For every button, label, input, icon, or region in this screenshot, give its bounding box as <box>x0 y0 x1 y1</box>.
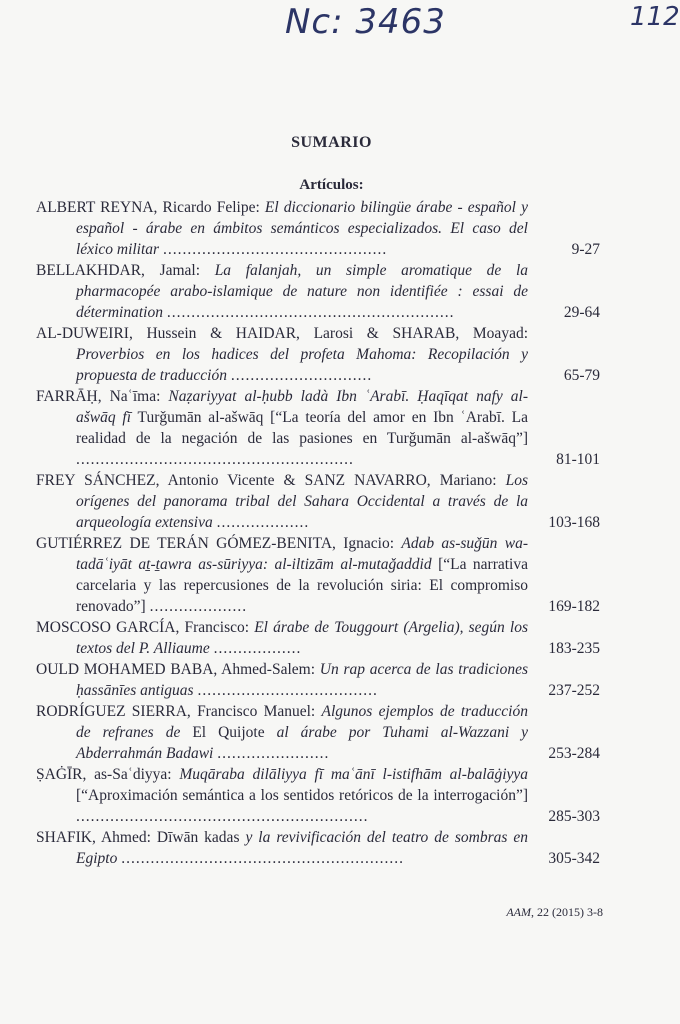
entry-title: Muqāraba dilāliyya fī maʿānī l-istifhām al-balāġiyya <box>179 766 529 783</box>
entry-pages: 9-27 <box>571 241 600 258</box>
entry-author: RODRÍGUEZ SIERRA, Francisco Manuel: <box>36 703 316 720</box>
toc-entry: ALBERT REYNA, Ricardo Felipe: El diccionario bilingüe árabe - español y español - árabe en ámbitos semánticos especializados. El caso del léxico militar .............................................. 9-27 <box>36 199 600 258</box>
entry-pages: 183-235 <box>548 640 600 657</box>
journal-citation <box>506 905 603 920</box>
table-of-contents <box>36 197 600 869</box>
toc-entry: MOSCOSO GARCÍA, Francisco: El árabe de Touggourt (Argelia), según los textos del P. Alliaume .................. 183-235 <box>36 619 600 657</box>
entry-subtitle: Dīwān kadas <box>156 829 240 846</box>
entry-title: Los orígenes del panorama tribal del Sahara Occidental a través de la arqueología extensiva <box>76 472 529 531</box>
entry-author: AL-DUWEIRI, Hussein & HAIDAR, Larosi & SHARAB, Moayad: <box>36 325 528 342</box>
handwritten-catalog-number: Nc: 3463 <box>285 2 446 42</box>
entry-subtitle: Turǧumān al-ašwāq [“La teoría del amor en Ibn ʿArabī. La realidad de la negación de las pasiones en Turǧumān al-ašwāq”] <box>76 409 528 447</box>
entry-title-cont: al árabe por Tuhami al-Wazzani y Abderrahmán Badawi <box>76 724 529 762</box>
toc-entry: BELLAKHDAR, Jamal: La falanjah, un simple aromatique de la pharmacopée arabo-islamique de nature non identifiée : essai de détermination ........................................................... 29-64 <box>36 262 600 321</box>
entry-pages: 237-252 <box>548 682 600 699</box>
entry-author: MOSCOSO GARCÍA, Francisco: <box>36 619 250 636</box>
toc-entry: AL-DUWEIRI, Hussein & HAIDAR, Larosi & SHARAB, Moayad: Proverbios en los hadices del profeta Mahoma: Recopilación y propuesta de traducción ............................. 65-79 <box>36 325 600 384</box>
entry-title: Proverbios en los hadices del profeta Mahoma: Recopilación y propuesta de traducción <box>76 346 528 384</box>
toc-entry: RODRÍGUEZ SIERRA, Francisco Manuel: Algunos ejemplos de traducción de refranes de El Quijote al árabe por Tuhami al-Wazzani y Abderrahmán Badawi ....................... 253-284 <box>36 703 600 762</box>
entry-pages: 29-64 <box>563 304 600 321</box>
entry-title: Un rap acerca de las tradiciones ḥassānīes antiguas <box>76 661 529 699</box>
entry-subtitle: [“La narrativa carcelaria y las repercusiones de la revolución siria: El compromiso renovado”] <box>76 556 528 615</box>
toc-entry: FREY SÁNCHEZ, Antonio Vicente & SANZ NAVARRO, Mariano: Los orígenes del panorama tribal del Sahara Occidental a través de la arqueología extensiva ................... 103-168 <box>36 472 600 531</box>
entry-title: Adab as-suǧūn wa-tadāʿiyāt aṯ-ṯawra as-sūriyya: al-iltizām al-mutaǧaddid <box>76 535 528 573</box>
handwritten-page-number: 112 <box>630 2 680 32</box>
entry-subtitle: [“Aproximación semántica a los sentidos retóricos de la interrogación”] <box>76 787 528 804</box>
entry-title: La falanjah, un simple aromatique de la pharmacopée arabo-islamique de nature non identifiée : essai de détermination <box>76 262 529 321</box>
entry-title: El árabe de Touggourt (Argelia), según los textos del P. Alliaume <box>76 619 528 657</box>
entry-title-cont: y la revivificación del teatro de sombras en Egipto <box>76 829 528 867</box>
section-label: Artículos: <box>299 177 364 193</box>
entry-title: El diccionario bilingüe árabe - español y español - árabe en ámbitos semánticos especializados. El caso del léxico militar <box>76 199 528 258</box>
entry-pages: 285-303 <box>548 808 600 825</box>
entry-author: ALBERT REYNA, Ricardo Felipe: <box>36 199 260 216</box>
toc-entry: SHAFIK, Ahmed: Dīwān kadas y la revivificación del teatro de sombras en Egipto .......................................................... 305-342 <box>36 829 600 867</box>
entry-subtitle: El Quijote <box>192 724 265 741</box>
entry-author: GUTIÉRREZ DE TERÁN GÓMEZ-BENITA, Ignacio: <box>36 535 395 552</box>
toc-entry: FARRĀḤ, Naʿīma: Naẓariyyat al-ḥubb ladà Ibn ʿArabī. Ḥaqīqat nafy al-ašwāq fī Turǧumān al-ašwāq [“La teoría del amor en Ibn ʿArabī. La realidad de la negación de las pasiones en Turǧumān al-ašwāq”] ......................................................... 81-101 <box>36 388 600 468</box>
entry-title: Naẓariyyat al-ḥubb ladà Ibn ʿArabī. Ḥaqīqat nafy al-ašwāq fī <box>76 388 529 426</box>
entry-pages: 103-168 <box>548 514 600 531</box>
journal-name: AAM <box>506 905 531 919</box>
page-title: SUMARIO <box>291 134 372 151</box>
entry-pages: 305-342 <box>548 850 600 867</box>
entry-title: Algunos ejemplos de traducción de refranes de <box>76 703 528 741</box>
entry-pages: 253-284 <box>548 745 600 762</box>
entry-author: BELLAKHDAR, Jamal: <box>36 262 201 279</box>
entry-pages: 65-79 <box>563 367 600 384</box>
entry-author: FREY SÁNCHEZ, Antonio Vicente & SANZ NAVARRO, Mariano: <box>36 472 497 489</box>
toc-entry: ṢAĠĪR, as-Saʿdiyya: Muqāraba dilāliyya fī maʿānī l-istifhām al-balāġiyya [“Aproximación semántica a los sentidos retóricos de la interrogación”] ............................................................ 285-303 <box>36 766 600 825</box>
entry-pages: 81-101 <box>556 451 600 468</box>
entry-author: OULD MOHAMED BABA, Ahmed-Salem: <box>36 661 316 678</box>
entry-pages: 169-182 <box>548 598 600 615</box>
journal-volume: , 22 (2015) 3-8 <box>531 905 603 919</box>
entry-author: ṢAĠĪR, as-Saʿdiyya: <box>36 766 172 783</box>
entry-author: FARRĀḤ, Naʿīma: <box>36 388 161 405</box>
entry-author: SHAFIK, Ahmed: <box>36 829 151 846</box>
toc-entry: GUTIÉRREZ DE TERÁN GÓMEZ-BENITA, Ignacio: Adab as-suǧūn wa-tadāʿiyāt aṯ-ṯawra as-sūriyya: al-iltizām al-mutaǧaddid [“La narrativa carcelaria y las repercusiones de la revolución siria: El compromiso renovado”] .................... 169-182 <box>36 535 600 615</box>
toc-entry: OULD MOHAMED BABA, Ahmed-Salem: Un rap acerca de las tradiciones ḥassānīes antiguas ..................................... 237-252 <box>36 661 600 699</box>
